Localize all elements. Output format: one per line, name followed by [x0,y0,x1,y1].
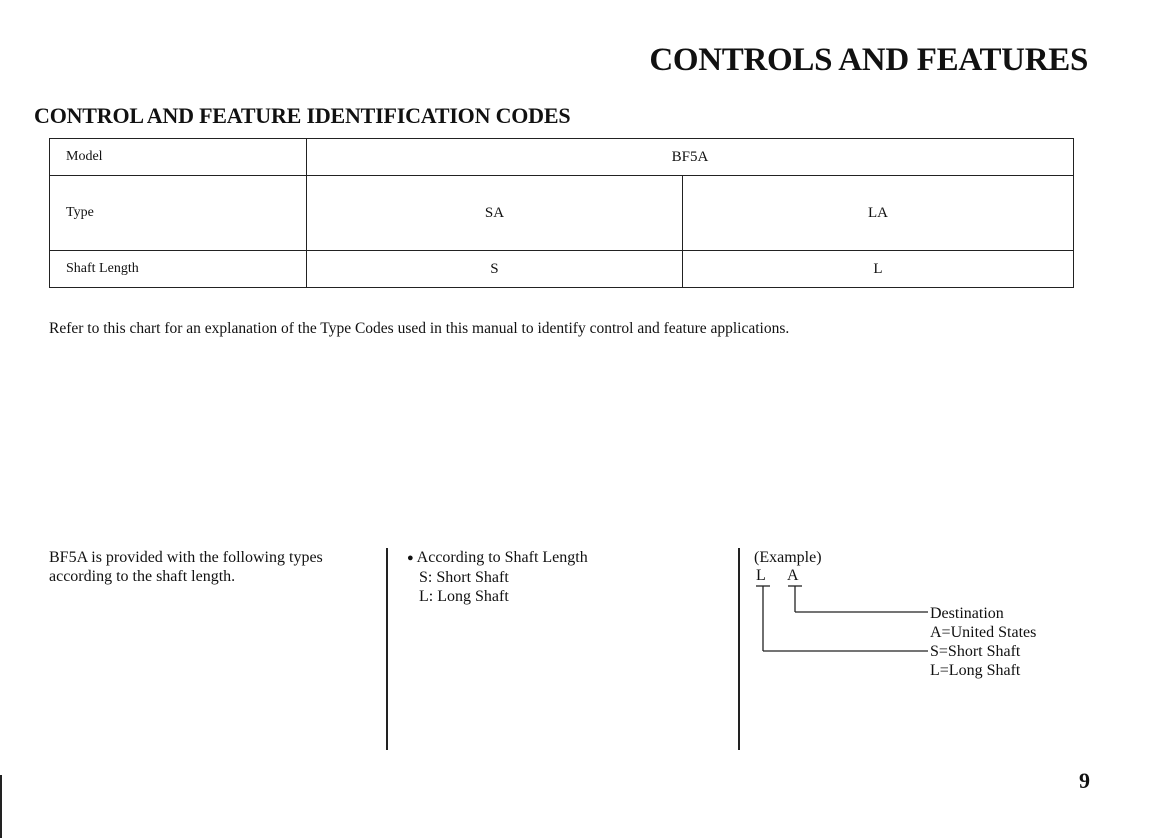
refer-text: Refer to this chart for an explanation of the Type Codes used in this manual to identify control and feature applications. [49,320,790,337]
example-title-text: (Example) [754,549,822,566]
model-value: BF5A [307,139,1074,176]
section-title: CONTROLS AND FEATURES [649,42,1088,78]
shaft-value-s: S [307,251,683,288]
example-connector-lines [740,580,940,660]
legend-short-shaft: S=Short Shaft [930,643,1021,660]
intro-text [49,548,369,586]
identification-codes-table [49,138,1074,288]
list-item: S: Short Shaft [419,569,509,586]
type-value-sa: SA [307,176,683,251]
example-letter-a: A [787,567,799,584]
shaft-value-l: L [682,251,1073,288]
legend-destination: Destination [930,605,1004,622]
shaft-length-list [407,548,707,606]
example-title [754,548,1084,567]
example-letter-l: L [756,567,766,584]
legend-united-states: A=United States [930,624,1037,641]
table-row-shaft-length [50,251,1074,288]
type-label: Type [50,176,307,251]
table-row-type [50,176,1074,251]
bullet-title [407,548,707,568]
table-row-model [50,139,1074,176]
list-item: L: Long Shaft [419,588,509,605]
shaft-length-label: Shaft Length [50,251,307,288]
intro-line: according to the shaft length. [49,568,236,585]
page-subtitle: CONTROL AND FEATURE IDENTIFICATION CODES [34,103,571,128]
legend-long-shaft: L=Long Shaft [930,662,1021,679]
bullet-icon: ● [407,552,414,564]
page-number: 9 [1079,768,1090,793]
intro-line: BF5A is provided with the following types [49,549,323,566]
type-value-la: LA [682,176,1073,251]
column-divider [386,548,388,750]
bullet-title-text: According to Shaft Length [416,549,588,566]
model-label: Model [50,139,307,176]
example-legend [930,604,1036,680]
margin-mark [0,775,2,838]
